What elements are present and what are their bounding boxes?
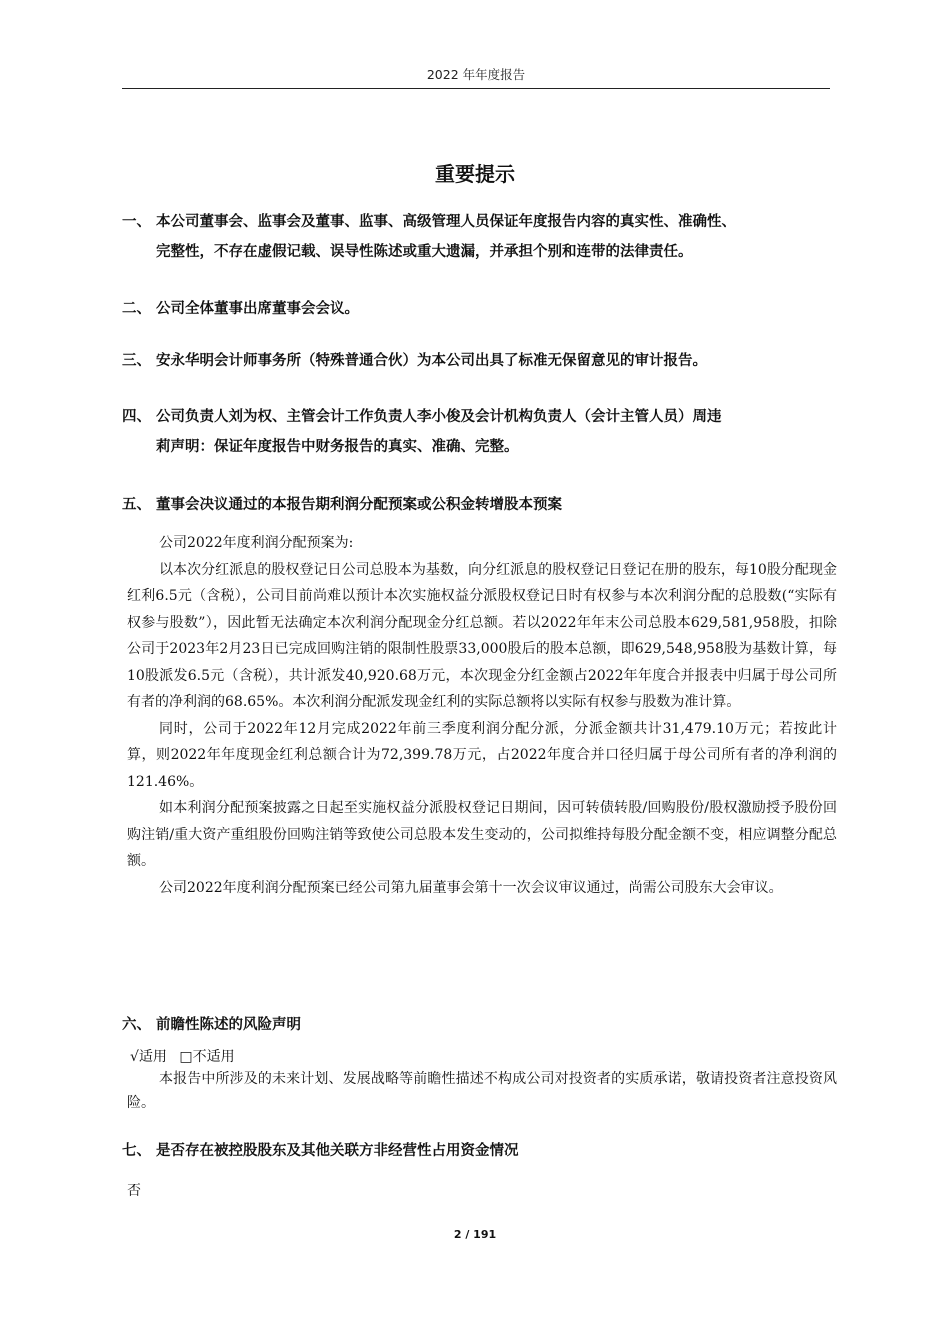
item-1-line1: 本公司董事会、监事会及董事、监事、高级管理人员保证年度报告内容的真实性、准确性、	[156, 214, 736, 230]
section-6-body	[127, 1067, 837, 1115]
page-header	[122, 66, 830, 89]
item-5	[122, 490, 842, 520]
item-4-prefix: 四、	[122, 409, 151, 425]
page-number: 2 / 191	[453, 1228, 497, 1241]
applicable-option: √适用	[130, 1049, 167, 1065]
item-4-line1: 公司负责人刘为权、主管会计工作负责人李小俊及会计机构负责人（会计主管人员）周违	[156, 409, 722, 425]
section-5-p4: 如本利润分配预案披露之日起至实施权益分派股权登记日期间，因可转债转股/回购股份/股权激励授予股份回购注销/重大资产重组股份回购注销等致使公司总股本发生变动的，公司拟维持每股分配金额不变，相应调整分配总额。	[127, 800, 837, 869]
item-7	[122, 1136, 842, 1166]
item-1	[122, 207, 842, 267]
section-5-p1: 公司2022年度利润分配预案为:	[159, 535, 354, 551]
item-4	[122, 402, 842, 462]
item-6	[122, 1010, 842, 1040]
header-text: 2022 年年度报告	[426, 67, 526, 82]
section-5-p5: 公司2022年度利润分配预案已经公司第九届董事会第十一次会议审议通过，尚需公司股东大会审议。	[159, 879, 783, 896]
item-2-prefix: 二、	[122, 301, 151, 317]
item-4-line2: 莉声明：保证年度报告中财务报告的真实、准确、完整。	[156, 439, 519, 455]
applicability-options	[130, 1046, 243, 1068]
item-1-line2: 完整性，不存在虚假记载、误导性陈述或重大遗漏，并承担个别和连带的法律责任。	[156, 244, 693, 260]
page-title: 重要提示	[435, 162, 515, 186]
item-3-line1: 安永华明会计师事务所（特殊普通合伙）为本公司出具了标准无保留意见的审计报告。	[156, 353, 707, 369]
section-5-body	[127, 530, 837, 901]
item-7-line1: 是否存在被控股股东及其他关联方非经营性占用资金情况	[156, 1143, 519, 1159]
item-3	[122, 346, 842, 376]
item-6-line1: 前瞻性陈述的风险声明	[156, 1017, 301, 1033]
not-applicable-option: □不适用	[179, 1049, 235, 1065]
item-6-prefix: 六、	[122, 1017, 151, 1033]
item-3-prefix: 三、	[122, 353, 151, 369]
item-5-prefix: 五、	[122, 497, 151, 513]
section-5-p3: 同时，公司于2022年12月完成2022年前三季度利润分配分派，分派金额共计31,479.10万元；若按此计算，则2022年年度现金红利总额合计为72,399.78万元，占2022年度合并口径归属于母公司所有者的净利润的121.46%。	[127, 720, 837, 790]
item-5-line1: 董事会决议通过的本报告期利润分配预案或公积金转增股本预案	[156, 497, 562, 513]
item-2-line1: 公司全体董事出席董事会会议。	[156, 301, 359, 317]
section-6-text: 本报告中所涉及的未来计划、发展战略等前瞻性描述不构成公司对投资者的实质承诺，敬请投资者注意投资风险。	[127, 1071, 837, 1111]
item-7-prefix: 七、	[122, 1143, 151, 1159]
section-7-answer: 否	[127, 1183, 141, 1199]
item-1-prefix: 一、	[122, 214, 151, 230]
section-7-body	[127, 1178, 837, 1205]
section-5-p2: 以本次分红派息的股权登记日公司总股本为基数，向分红派息的股权登记日登记在册的股东，每10股分配现金红利6.5元（含税），公司目前尚难以预计本次实施权益分派股权登记日时有权参与本次利润分配的总股数(“实际有权参与股数”），因此暂无法确定本次利润分配现金分红总额。若以2022年年末公司总股本629,581,958股，扣除公司于2023年2月23日已完成回购注销的限制性股票33,000股后的股本总额，即629,548,958股为基数计算，每10股派发6.5元（含税），共计派发40,920.68万元，本次现金分红金额占2022年年度合并报表中归属于母公司所有者的净利润的68.65%。本次利润分配派发现金红利的实际总额将以实际有权参与股数为准计算。	[127, 561, 837, 710]
item-2	[122, 294, 842, 324]
